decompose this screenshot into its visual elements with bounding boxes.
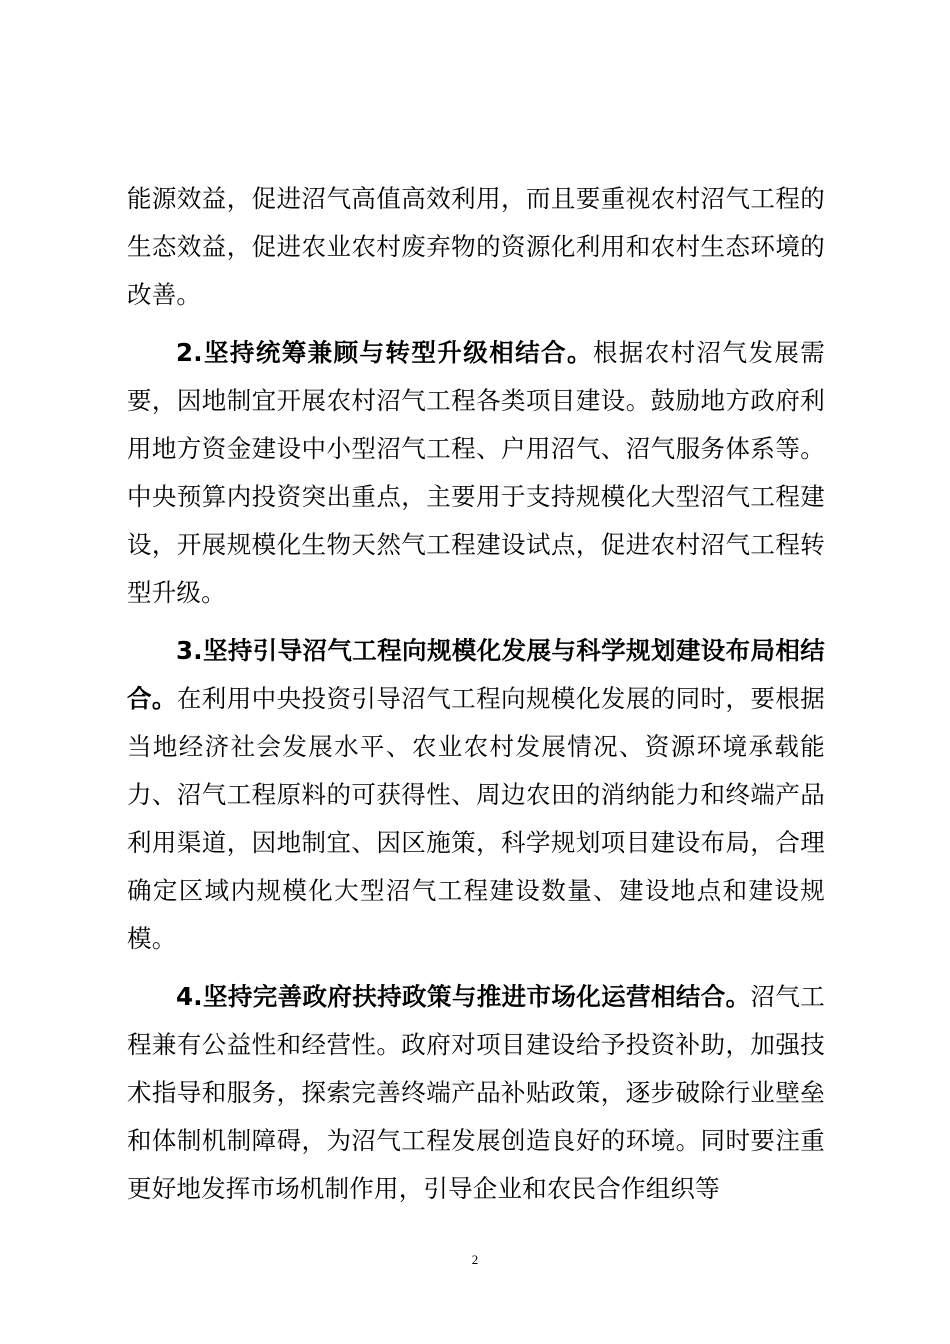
paragraph-text: 在利用中央投资引导沼气工程向规模化发展的同时，要根据当地经济社会发展水平、农业农村发展情况、资源环境承载能力、沼气工程原料的可获得性、周边农田的消纳能力和终端产品利用渠道，因地制宜、因区施策，科学规划项目建设布局，合理确定区域内规模化大型沼气工程建设数量、建设地点和建设规模。	[127, 684, 825, 953]
paragraph-heading: 4.坚持完善政府扶持政策与推进市场化运营相结合。	[176, 982, 751, 1011]
document-body	[127, 175, 825, 1223]
paragraph-continuation	[127, 175, 825, 319]
paragraph-principle-3	[127, 627, 825, 963]
paragraph-principle-4	[127, 973, 825, 1213]
page-number: 2	[471, 1252, 479, 1267]
paragraph-heading: 2.坚持统筹兼顾与转型升级相结合。	[176, 338, 593, 367]
paragraph-text: 沼气工程兼有公益性和经营性。政府对项目建设给予投资补助，加强技术指导和服务，探索完善终端产品补贴政策，逐步破除行业壁垒和体制机制障碍，为沼气工程发展创造良好的环境。同时要注重更好地发挥市场机制作用，引导企业和农民合作组织等	[127, 982, 825, 1203]
paragraph-text: 根据农村沼气发展需要，因地制宜开展农村沼气工程各类项目建设。鼓励地方政府利用地方资金建设中小型沼气工程、户用沼气、沼气服务体系等。中央预算内投资突出重点，主要用于支持规模化大型沼气工程建设，开展规模化生物天然气工程建设试点，促进农村沼气工程转型升级。	[127, 338, 825, 607]
paragraph-heading: 3.坚持引导沼气工程向规模化发展与科学规划建设布局相结合。	[127, 636, 825, 713]
paragraph-text: 能源效益，促进沼气高值高效利用，而且要重视农村沼气工程的生态效益，促进农业农村废弃物的资源化利用和农村生态环境的改善。	[127, 184, 825, 309]
paragraph-principle-2	[127, 329, 825, 617]
